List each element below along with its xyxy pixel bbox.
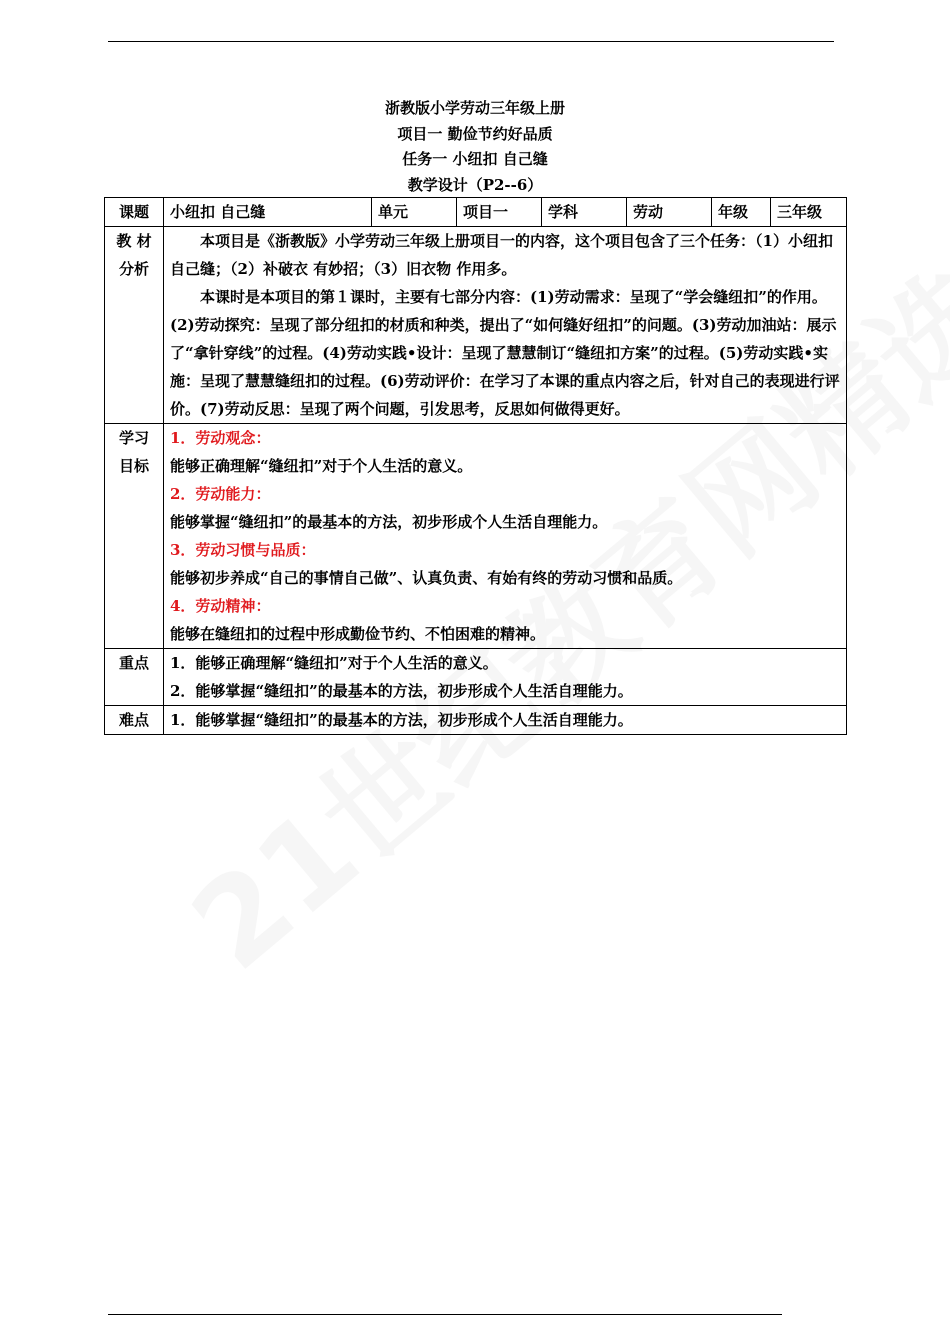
grade-value: 三年级	[771, 198, 847, 227]
analysis-paragraph-1: 本项目是《浙教版》小学劳动三年级上册项目一的内容，这个项目包含了三个任务：（1）小纽扣 自己缝；（2）补破衣 有妙招；（3）旧衣物 作用多。	[170, 232, 833, 278]
goal-title: 4．劳动精神：	[170, 597, 271, 615]
key-point-item: 1．能够正确理解“缝纽扣”对于个人生活的意义。	[170, 654, 498, 672]
analysis-paragraph-2: 本课时是本项目的第１课时，主要有七部分内容：(1)劳动需求：呈现了“学会缝纽扣”的作用。(2)劳动探究：呈现了部分纽扣的材质和种类，提出了“如何缝好纽扣”的问题。(3)劳动加油站：展示了“拿针穿线”的过程。(4)劳动实践•设计：呈现了慧慧制订“缝纽扣方案”的过程。(5)劳动实践•实施：呈现了慧慧缝纽扣的过程。(6)劳动评价：在学习了本课的重点内容之后，针对自己的表现进行评价。(7)劳动反思：呈现了两个问题，引发思考，反思如何做得更好。	[170, 288, 840, 418]
unit-value: 项目一	[457, 198, 542, 227]
difficulty-item: 1．能够掌握“缝纽扣”的最基本的方法，初步形成个人生活自理能力。	[170, 711, 633, 729]
title-line-3: 任务一 小纽扣 自己缝	[402, 150, 548, 168]
title-line-2: 项目一 勤俭节约好品质	[397, 124, 553, 143]
subject-label: 学科	[542, 198, 627, 227]
goals-label: 学习 目标	[105, 424, 164, 649]
goals-content	[164, 424, 847, 649]
title-line-1: 浙教版小学劳动三年级上册	[384, 99, 565, 117]
topic-value: 小纽扣 自己缝	[164, 198, 372, 227]
goal-title: 3．劳动习惯与品质：	[170, 541, 316, 559]
document-title-block	[0, 96, 950, 198]
analysis-label: 教 材 分析	[105, 227, 164, 424]
goals-row	[105, 424, 847, 649]
key-points-label: 重点	[105, 649, 164, 706]
difficulties-content	[164, 706, 847, 735]
key-points-row	[105, 649, 847, 706]
key-point-item: 2．能够掌握“缝纽扣”的最基本的方法，初步形成个人生活自理能力。	[170, 682, 633, 700]
grade-label: 年级	[712, 198, 771, 227]
difficulties-label: 难点	[105, 706, 164, 735]
goal-text: 能够正确理解“缝纽扣”对于个人生活的意义。	[170, 457, 473, 475]
analysis-row	[105, 227, 847, 424]
footer-rule	[108, 1314, 782, 1315]
header-rule	[108, 41, 834, 42]
goal-title: 1．劳动观念：	[170, 429, 271, 447]
goal-text: 能够初步养成“自己的事情自己做”、认真负责、有始有终的劳动习惯和品质。	[170, 569, 683, 587]
info-row	[105, 198, 847, 227]
goal-text: 能够掌握“缝纽扣”的最基本的方法，初步形成个人生活自理能力。	[170, 513, 608, 531]
key-points-content	[164, 649, 847, 706]
analysis-content	[164, 227, 847, 424]
lesson-plan-table	[104, 197, 847, 735]
title-line-4: 教学设计（P2--6）	[407, 175, 543, 194]
subject-value: 劳动	[627, 198, 712, 227]
difficulties-row	[105, 706, 847, 735]
topic-label: 课题	[105, 198, 164, 227]
goal-title: 2．劳动能力：	[170, 485, 271, 503]
goal-text: 能够在缝纽扣的过程中形成勤俭节约、不怕困难的精神。	[170, 625, 546, 643]
unit-label: 单元	[372, 198, 457, 227]
